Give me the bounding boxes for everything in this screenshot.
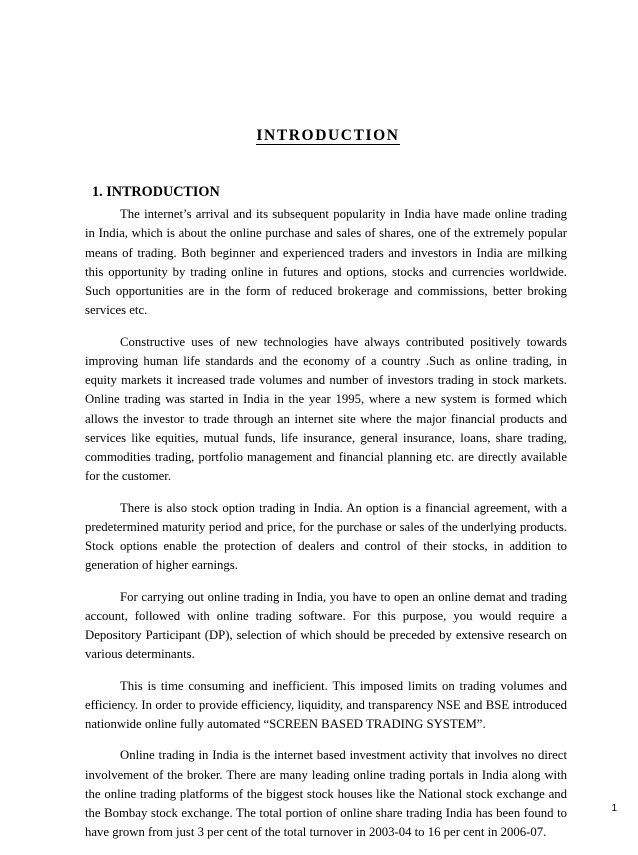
paragraph: For carrying out online trading in India, you have to open an online demat and trading account, followed with online trading software. For this purpose, you would require a Depository Participant (DP), selection of which should be preceded by extensive research on various determinants. (85, 589, 567, 662)
section-heading: 1. INTRODUCTION (92, 184, 220, 200)
page-title (0, 127, 638, 145)
paragraph: The internet’s arrival and its subsequent popularity in India have made online trading in India, which is about the online purchase and sales of shares, one of the extremely popular means of trading. Both beginner and experienced traders and investors in India are milking this opportunity by trading online in futures and options, stocks and currencies worldwide. Such opportunities are in the form of reduced brokerage and commissions, better broking services etc. (85, 207, 567, 318)
paragraph: Online trading in India is the internet based investment activity that involves no direct involvement of the broker. There are many leading online trading portals in India along with the online trading platforms of the biggest stock houses like the National stock exchange and the Bombay stock exchange. The total portion of online share trading India has been found to have grown from just 3 per cent of the total turnover in 2003-04 to 16 per cent in 2006-07. (85, 748, 567, 840)
body-text (85, 205, 567, 855)
paragraph: There is also stock option trading in India. An option is a financial agreement, with a predetermined maturity period and price, for the purchase or sales of the underlying products. Stock options enable the protection of dealers and control of their stocks, in addition to generation of higher earnings. (85, 500, 567, 573)
paragraph: This is time consuming and inefficient. This imposed limits on trading volumes and efficiency. In order to provide efficiency, liquidity, and transparency NSE and BSE introduced nationwide online fully automated “SCREEN BASED TRADING SYSTEM”. (85, 678, 567, 731)
page-title-text: INTRODUCTION (256, 127, 400, 144)
paragraph: Constructive uses of new technologies have always contributed positively towards improving human life standards and the economy of a country .Such as online trading, in equity markets it increased trade volumes and number of investors trading in stock markets. Online trading was started in India in the year 1995, where a new system is formed which allows the investor to trade through an internet site where the major financial products and services like equities, mutual funds, life insurance, general insurance, loans, share trading, commodities trading, portfolio management and financial planning etc. are directly available for the customer. (85, 334, 567, 484)
page-number: 1 (611, 803, 617, 814)
